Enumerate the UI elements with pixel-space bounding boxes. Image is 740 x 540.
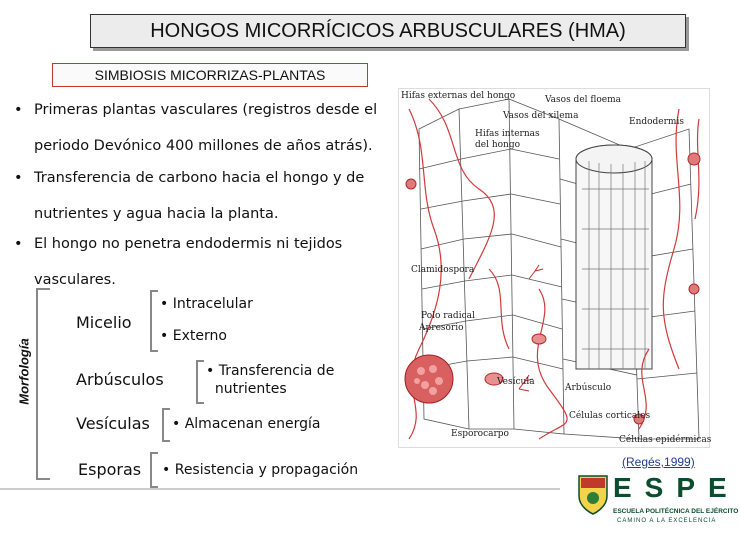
esporas-item: • Resistencia y propagación bbox=[162, 462, 359, 478]
vesiculas-item: • Almacenan energía bbox=[172, 416, 321, 432]
label-celulas-epidermicas: Células epidérmicas bbox=[619, 435, 712, 445]
slide-subtitle: SIMBIOSIS MICORRIZAS-PLANTAS bbox=[52, 63, 368, 87]
term-esporas: Esporas bbox=[78, 460, 142, 479]
bullet-1-line2: periodo Devónico 400 millones de años atrás). bbox=[34, 138, 373, 154]
morphology-bracket bbox=[36, 288, 50, 480]
micelio-item-2: • Externo bbox=[160, 328, 227, 344]
vesiculas-brace bbox=[162, 408, 170, 442]
label-arbusculo: Arbúsculo bbox=[565, 383, 612, 393]
label-hifas-internas-2: del hongo bbox=[475, 140, 521, 150]
logo-wordmark: ESPE bbox=[613, 472, 740, 503]
label-vasos-floema: Vasos del floema bbox=[545, 95, 622, 105]
logo-motto: CAMINO A LA EXCELENCIA bbox=[617, 518, 717, 524]
bullet-3-line2: vasculares. bbox=[34, 272, 116, 288]
term-micelio: Micelio bbox=[76, 313, 132, 332]
bullet-3-line1: El hongo no penetra endodermis ni tejidos bbox=[34, 236, 343, 252]
esporas-brace bbox=[150, 452, 158, 488]
label-vesicula: Vesícula bbox=[497, 377, 535, 387]
label-polo-radical-2: Apresorio bbox=[419, 323, 464, 333]
label-esporocarpo: Esporocarpo bbox=[451, 429, 509, 439]
label-endodermis: Endodermis bbox=[629, 117, 684, 127]
label-clamidospora: Clamidospora bbox=[411, 265, 475, 275]
bullet-2 bbox=[14, 164, 384, 228]
citation-link[interactable]: (Regés,1999) bbox=[622, 455, 695, 469]
label-vasos-xilema: Vasos del xilema bbox=[503, 111, 579, 121]
micelio-brace bbox=[150, 290, 158, 352]
slide-title: HONGOS MICORRÍCICOS ARBUSCULARES (HMA) bbox=[90, 14, 686, 48]
morphology-label: Morfología bbox=[16, 338, 32, 405]
bullet-2-line2: nutrientes y agua hacia la planta. bbox=[34, 206, 279, 222]
arbusculos-item: • Transferencia de nutrientes bbox=[206, 363, 335, 397]
mycorrhiza-illustration bbox=[398, 88, 710, 448]
sporocarp-icon bbox=[405, 355, 453, 403]
bullet-dot: • bbox=[14, 170, 23, 186]
bullet-dot: • bbox=[14, 236, 23, 252]
logo-institution: ESCUELA POLITÉCNICA DEL EJÉRCITO bbox=[613, 508, 739, 515]
term-vesiculas: Vesículas bbox=[76, 414, 150, 433]
bullet-3 bbox=[14, 230, 384, 294]
bullet-1 bbox=[14, 96, 384, 160]
label-celulas-corticales: Células corticales bbox=[569, 411, 651, 421]
espe-logo bbox=[577, 470, 740, 534]
footer-divider bbox=[0, 488, 560, 490]
label-hifas-externas: Hifas externas del hongo bbox=[401, 91, 516, 101]
label-polo-radical-1: Polo radical bbox=[421, 311, 475, 321]
bullet-2-line1: Transferencia de carbono hacia el hongo y de bbox=[34, 170, 365, 186]
bullet-1-line1: Primeras plantas vasculares (registros desde el bbox=[34, 102, 378, 118]
shield-icon bbox=[577, 472, 609, 516]
label-hifas-internas-1: Hifas internas bbox=[475, 129, 540, 139]
arbusculos-brace bbox=[196, 360, 204, 404]
micelio-item-1: • Intracelular bbox=[160, 296, 253, 312]
bullet-dot: • bbox=[14, 102, 23, 118]
term-arbusculos: Arbúsculos bbox=[76, 370, 164, 389]
